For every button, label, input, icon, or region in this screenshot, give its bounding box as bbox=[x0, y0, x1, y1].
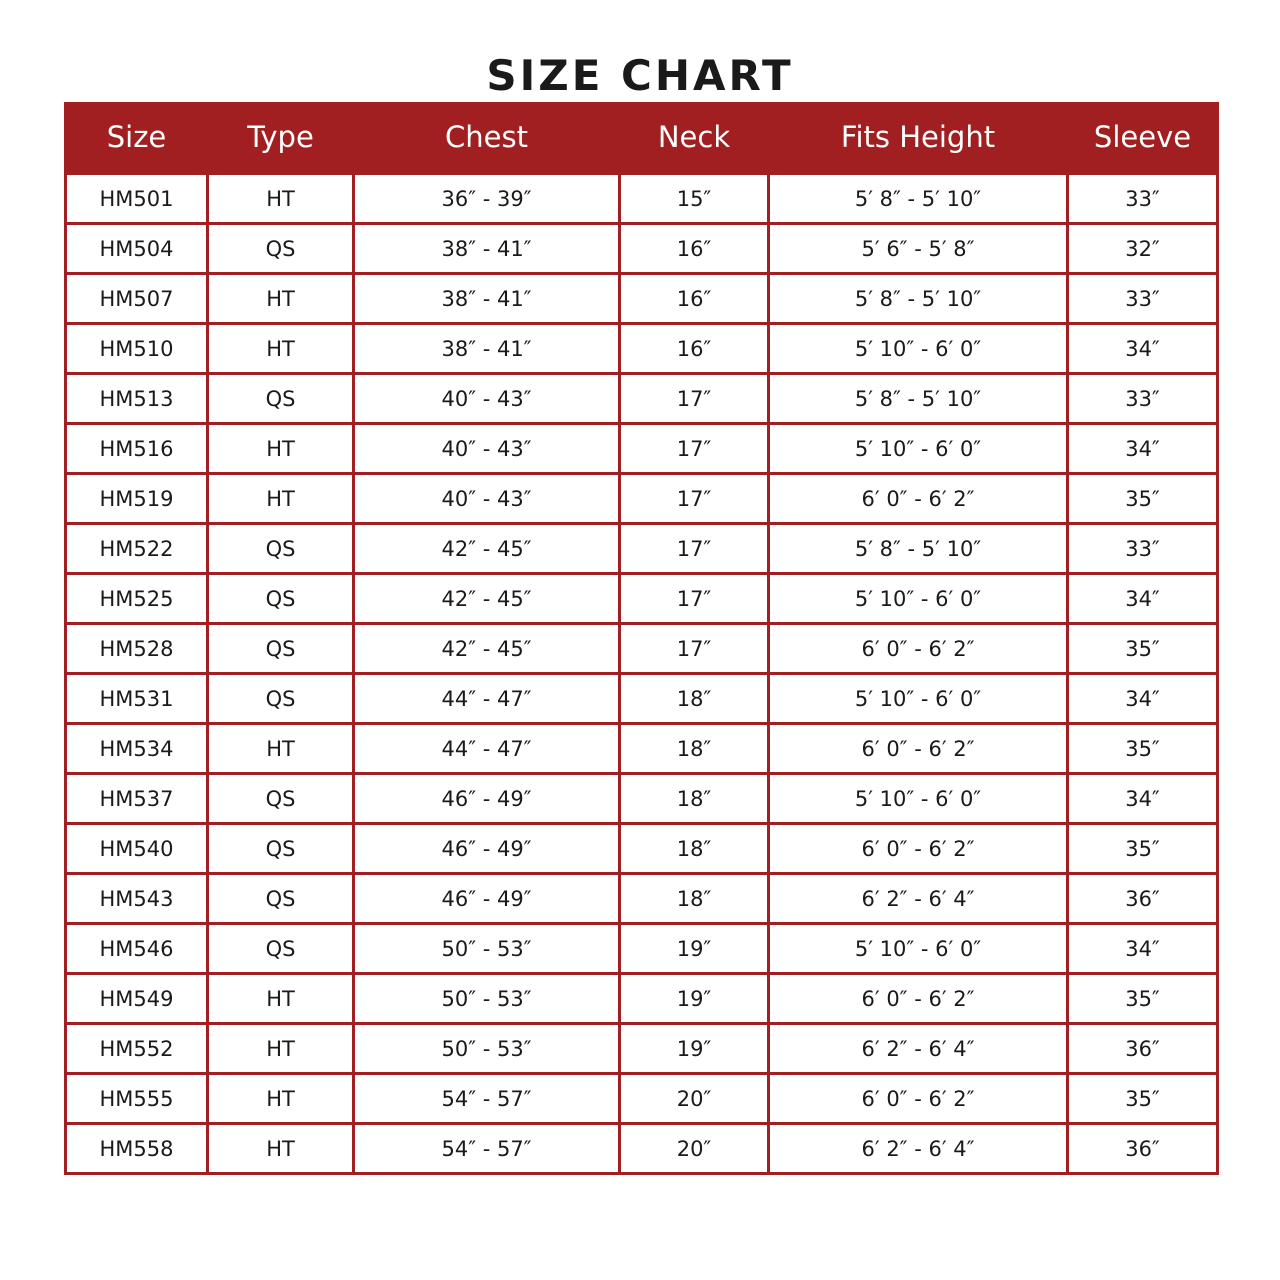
page-title: SIZE CHART bbox=[486, 51, 794, 100]
table-row bbox=[66, 174, 1218, 224]
cell-chest: 46″ - 49″ bbox=[354, 824, 620, 874]
cell-type: HT bbox=[208, 274, 354, 324]
cell-fits-height: 5′ 8″ - 5′ 10″ bbox=[769, 274, 1068, 324]
size-chart-table bbox=[64, 102, 1219, 1175]
cell-size: HM528 bbox=[66, 624, 208, 674]
cell-neck: 17″ bbox=[620, 574, 769, 624]
cell-size: HM519 bbox=[66, 474, 208, 524]
cell-sleeve: 33″ bbox=[1068, 174, 1218, 224]
cell-neck: 18″ bbox=[620, 824, 769, 874]
cell-size: HM531 bbox=[66, 674, 208, 724]
cell-sleeve: 34″ bbox=[1068, 924, 1218, 974]
cell-neck: 16″ bbox=[620, 274, 769, 324]
cell-sleeve: 34″ bbox=[1068, 324, 1218, 374]
cell-chest: 40″ - 43″ bbox=[354, 374, 620, 424]
table-row bbox=[66, 1124, 1218, 1174]
cell-sleeve: 36″ bbox=[1068, 1124, 1218, 1174]
table-row bbox=[66, 474, 1218, 524]
cell-fits-height: 5′ 8″ - 5′ 10″ bbox=[769, 374, 1068, 424]
cell-fits-height: 5′ 10″ - 6′ 0″ bbox=[769, 924, 1068, 974]
table-body bbox=[66, 174, 1218, 1174]
table-row bbox=[66, 874, 1218, 924]
cell-fits-height: 5′ 10″ - 6′ 0″ bbox=[769, 774, 1068, 824]
cell-chest: 42″ - 45″ bbox=[354, 574, 620, 624]
cell-type: HT bbox=[208, 324, 354, 374]
cell-type: QS bbox=[208, 774, 354, 824]
cell-type: QS bbox=[208, 574, 354, 624]
table-row bbox=[66, 974, 1218, 1024]
cell-chest: 42″ - 45″ bbox=[354, 624, 620, 674]
header-chest: Chest bbox=[354, 102, 620, 174]
cell-fits-height: 6′ 0″ - 6′ 2″ bbox=[769, 724, 1068, 774]
cell-size: HM516 bbox=[66, 424, 208, 474]
cell-size: HM525 bbox=[66, 574, 208, 624]
cell-size: HM507 bbox=[66, 274, 208, 324]
cell-chest: 42″ - 45″ bbox=[354, 524, 620, 574]
cell-chest: 44″ - 47″ bbox=[354, 674, 620, 724]
cell-sleeve: 33″ bbox=[1068, 374, 1218, 424]
cell-chest: 38″ - 41″ bbox=[354, 224, 620, 274]
header-type: Type bbox=[208, 102, 354, 174]
cell-neck: 18″ bbox=[620, 674, 769, 724]
cell-type: QS bbox=[208, 874, 354, 924]
cell-size: HM558 bbox=[66, 1124, 208, 1174]
cell-size: HM504 bbox=[66, 224, 208, 274]
cell-fits-height: 5′ 8″ - 5′ 10″ bbox=[769, 524, 1068, 574]
cell-size: HM513 bbox=[66, 374, 208, 424]
cell-fits-height: 6′ 2″ - 6′ 4″ bbox=[769, 1024, 1068, 1074]
cell-chest: 38″ - 41″ bbox=[354, 324, 620, 374]
cell-size: HM549 bbox=[66, 974, 208, 1024]
cell-type: HT bbox=[208, 724, 354, 774]
cell-sleeve: 34″ bbox=[1068, 674, 1218, 724]
cell-type: HT bbox=[208, 1024, 354, 1074]
cell-fits-height: 5′ 6″ - 5′ 8″ bbox=[769, 224, 1068, 274]
cell-type: HT bbox=[208, 1074, 354, 1124]
cell-chest: 54″ - 57″ bbox=[354, 1124, 620, 1174]
cell-sleeve: 34″ bbox=[1068, 574, 1218, 624]
cell-sleeve: 35″ bbox=[1068, 474, 1218, 524]
table-row bbox=[66, 1074, 1218, 1124]
cell-type: QS bbox=[208, 624, 354, 674]
cell-chest: 44″ - 47″ bbox=[354, 724, 620, 774]
table-header-row bbox=[66, 102, 1218, 174]
cell-sleeve: 35″ bbox=[1068, 974, 1218, 1024]
cell-sleeve: 35″ bbox=[1068, 1074, 1218, 1124]
table-row bbox=[66, 824, 1218, 874]
cell-sleeve: 36″ bbox=[1068, 874, 1218, 924]
cell-neck: 17″ bbox=[620, 374, 769, 424]
cell-neck: 18″ bbox=[620, 774, 769, 824]
cell-size: HM522 bbox=[66, 524, 208, 574]
cell-type: QS bbox=[208, 924, 354, 974]
cell-type: QS bbox=[208, 824, 354, 874]
header-fits-height: Fits Height bbox=[769, 102, 1068, 174]
cell-size: HM552 bbox=[66, 1024, 208, 1074]
cell-fits-height: 6′ 0″ - 6′ 2″ bbox=[769, 624, 1068, 674]
cell-chest: 50″ - 53″ bbox=[354, 924, 620, 974]
table-row bbox=[66, 374, 1218, 424]
cell-chest: 40″ - 43″ bbox=[354, 474, 620, 524]
cell-neck: 16″ bbox=[620, 324, 769, 374]
cell-size: HM543 bbox=[66, 874, 208, 924]
cell-fits-height: 6′ 0″ - 6′ 2″ bbox=[769, 824, 1068, 874]
cell-size: HM501 bbox=[66, 174, 208, 224]
cell-chest: 50″ - 53″ bbox=[354, 974, 620, 1024]
cell-type: QS bbox=[208, 224, 354, 274]
cell-fits-height: 6′ 0″ - 6′ 2″ bbox=[769, 974, 1068, 1024]
cell-size: HM510 bbox=[66, 324, 208, 374]
cell-neck: 19″ bbox=[620, 1024, 769, 1074]
cell-chest: 36″ - 39″ bbox=[354, 174, 620, 224]
cell-neck: 20″ bbox=[620, 1074, 769, 1124]
cell-fits-height: 6′ 2″ - 6′ 4″ bbox=[769, 1124, 1068, 1174]
cell-size: HM534 bbox=[66, 724, 208, 774]
cell-fits-height: 5′ 10″ - 6′ 0″ bbox=[769, 674, 1068, 724]
cell-neck: 17″ bbox=[620, 474, 769, 524]
header-neck: Neck bbox=[620, 102, 769, 174]
table-row bbox=[66, 774, 1218, 824]
table-row bbox=[66, 724, 1218, 774]
cell-type: HT bbox=[208, 974, 354, 1024]
cell-type: HT bbox=[208, 424, 354, 474]
cell-sleeve: 32″ bbox=[1068, 224, 1218, 274]
cell-sleeve: 33″ bbox=[1068, 274, 1218, 324]
cell-fits-height: 6′ 0″ - 6′ 2″ bbox=[769, 1074, 1068, 1124]
table-row bbox=[66, 324, 1218, 374]
cell-type: QS bbox=[208, 674, 354, 724]
table-row bbox=[66, 424, 1218, 474]
cell-sleeve: 33″ bbox=[1068, 524, 1218, 574]
cell-sleeve: 36″ bbox=[1068, 1024, 1218, 1074]
cell-size: HM537 bbox=[66, 774, 208, 824]
cell-neck: 19″ bbox=[620, 924, 769, 974]
cell-fits-height: 5′ 10″ - 6′ 0″ bbox=[769, 424, 1068, 474]
cell-fits-height: 5′ 8″ - 5′ 10″ bbox=[769, 174, 1068, 224]
cell-sleeve: 34″ bbox=[1068, 774, 1218, 824]
cell-fits-height: 6′ 0″ - 6′ 2″ bbox=[769, 474, 1068, 524]
table-row bbox=[66, 224, 1218, 274]
table-row bbox=[66, 274, 1218, 324]
cell-sleeve: 35″ bbox=[1068, 824, 1218, 874]
cell-type: QS bbox=[208, 374, 354, 424]
cell-sleeve: 34″ bbox=[1068, 424, 1218, 474]
cell-size: HM555 bbox=[66, 1074, 208, 1124]
cell-chest: 40″ - 43″ bbox=[354, 424, 620, 474]
cell-size: HM546 bbox=[66, 924, 208, 974]
table-row bbox=[66, 574, 1218, 624]
table-row bbox=[66, 524, 1218, 574]
cell-chest: 54″ - 57″ bbox=[354, 1074, 620, 1124]
cell-chest: 50″ - 53″ bbox=[354, 1024, 620, 1074]
cell-fits-height: 6′ 2″ - 6′ 4″ bbox=[769, 874, 1068, 924]
cell-neck: 17″ bbox=[620, 624, 769, 674]
cell-type: HT bbox=[208, 1124, 354, 1174]
cell-neck: 20″ bbox=[620, 1124, 769, 1174]
cell-size: HM540 bbox=[66, 824, 208, 874]
header-sleeve: Sleeve bbox=[1068, 102, 1218, 174]
table-row bbox=[66, 624, 1218, 674]
cell-neck: 18″ bbox=[620, 724, 769, 774]
table-row bbox=[66, 674, 1218, 724]
cell-type: HT bbox=[208, 174, 354, 224]
cell-neck: 18″ bbox=[620, 874, 769, 924]
cell-chest: 46″ - 49″ bbox=[354, 874, 620, 924]
cell-sleeve: 35″ bbox=[1068, 624, 1218, 674]
cell-type: QS bbox=[208, 524, 354, 574]
table-row bbox=[66, 1024, 1218, 1074]
table-row bbox=[66, 924, 1218, 974]
cell-sleeve: 35″ bbox=[1068, 724, 1218, 774]
cell-neck: 19″ bbox=[620, 974, 769, 1024]
cell-neck: 17″ bbox=[620, 424, 769, 474]
cell-neck: 16″ bbox=[620, 224, 769, 274]
cell-chest: 38″ - 41″ bbox=[354, 274, 620, 324]
cell-type: HT bbox=[208, 474, 354, 524]
cell-fits-height: 5′ 10″ - 6′ 0″ bbox=[769, 324, 1068, 374]
header-size: Size bbox=[66, 102, 208, 174]
cell-neck: 15″ bbox=[620, 174, 769, 224]
cell-chest: 46″ - 49″ bbox=[354, 774, 620, 824]
cell-fits-height: 5′ 10″ - 6′ 0″ bbox=[769, 574, 1068, 624]
cell-neck: 17″ bbox=[620, 524, 769, 574]
